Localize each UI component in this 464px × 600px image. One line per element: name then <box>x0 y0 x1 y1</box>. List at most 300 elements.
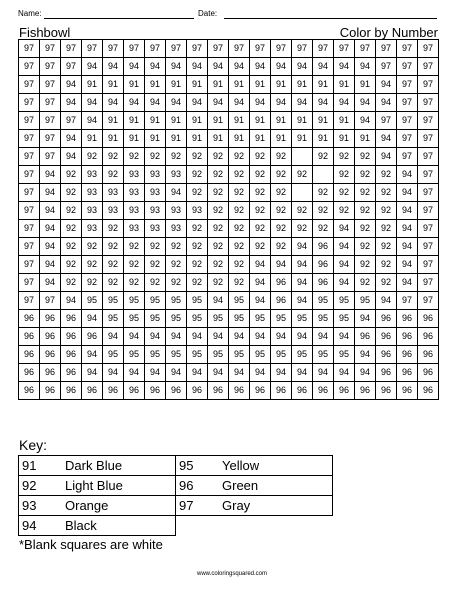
key-title: Key: <box>19 437 48 453</box>
grid-cell: 96 <box>124 382 145 400</box>
grid-cell: 92 <box>355 148 376 166</box>
grid-cell: 96 <box>397 310 418 328</box>
grid-cell: 92 <box>229 238 250 256</box>
grid-cell: 91 <box>145 76 166 94</box>
grid-cell: 97 <box>19 184 40 202</box>
key-color-name: Green <box>219 476 333 496</box>
grid-cell: 92 <box>271 220 292 238</box>
grid-row <box>19 292 439 310</box>
grid-cell: 91 <box>250 112 271 130</box>
grid-cell: 97 <box>19 202 40 220</box>
grid-cell: 93 <box>124 202 145 220</box>
grid-cell: 94 <box>82 310 103 328</box>
grid-cell: 91 <box>313 130 334 148</box>
key-number: 96 <box>176 476 220 496</box>
grid-cell: 92 <box>376 256 397 274</box>
grid-cell: 96 <box>19 310 40 328</box>
grid-cell: 96 <box>40 328 61 346</box>
grid-cell: 95 <box>292 346 313 364</box>
grid-cell: 91 <box>250 76 271 94</box>
grid-cell: 94 <box>334 238 355 256</box>
grid-cell: 92 <box>103 220 124 238</box>
grid-cell: 92 <box>334 202 355 220</box>
key-number: 95 <box>176 456 220 476</box>
grid-cell: 94 <box>313 94 334 112</box>
grid-cell: 97 <box>40 292 61 310</box>
grid-row <box>19 184 439 202</box>
grid-cell: 96 <box>82 328 103 346</box>
grid-cell: 96 <box>418 310 439 328</box>
grid-cell: 97 <box>418 112 439 130</box>
grid-cell: 94 <box>40 166 61 184</box>
grid-cell: 94 <box>250 328 271 346</box>
grid-cell: 92 <box>61 166 82 184</box>
grid-row <box>19 148 439 166</box>
grid-cell: 91 <box>229 112 250 130</box>
grid-cell: 94 <box>250 256 271 274</box>
grid-cell: 96 <box>376 346 397 364</box>
footer-url: www.coloringsquared.com <box>196 571 268 577</box>
grid-cell: 91 <box>334 130 355 148</box>
grid-cell: 95 <box>82 292 103 310</box>
grid-cell: 92 <box>376 238 397 256</box>
grid-cell: 97 <box>145 40 166 58</box>
grid-cell: 92 <box>355 256 376 274</box>
grid-cell: 92 <box>334 184 355 202</box>
grid-cell: 91 <box>334 112 355 130</box>
grid-cell: 96 <box>40 346 61 364</box>
page-subtitle: Color by Number <box>339 25 438 40</box>
grid-cell: 97 <box>40 58 61 76</box>
key-row <box>19 476 333 496</box>
grid-cell: 94 <box>271 94 292 112</box>
grid-cell: 97 <box>292 40 313 58</box>
grid-cell: 91 <box>292 76 313 94</box>
grid-row <box>19 58 439 76</box>
grid-cell: 94 <box>82 112 103 130</box>
grid-cell: 96 <box>208 382 229 400</box>
grid-cell: 97 <box>19 220 40 238</box>
grid-cell: 92 <box>250 166 271 184</box>
grid-cell: 94 <box>292 328 313 346</box>
grid-cell: 97 <box>397 76 418 94</box>
grid-cell: 96 <box>61 364 82 382</box>
grid-cell: 92 <box>250 238 271 256</box>
grid-cell: 94 <box>40 184 61 202</box>
grid-cell: 95 <box>229 346 250 364</box>
grid-cell: 92 <box>229 256 250 274</box>
key-empty <box>176 516 220 536</box>
grid-cell: 93 <box>145 166 166 184</box>
grid-cell: 92 <box>250 202 271 220</box>
grid-cell: 94 <box>397 256 418 274</box>
grid-cell: 92 <box>376 274 397 292</box>
grid-cell: 96 <box>418 346 439 364</box>
grid-cell: 94 <box>250 94 271 112</box>
grid-cell: 97 <box>271 40 292 58</box>
grid-cell: 94 <box>271 364 292 382</box>
grid-cell: 91 <box>124 112 145 130</box>
grid-cell: 96 <box>229 382 250 400</box>
grid-cell: 96 <box>82 382 103 400</box>
grid-cell: 97 <box>166 40 187 58</box>
grid-cell: 95 <box>313 310 334 328</box>
grid-cell: 94 <box>124 58 145 76</box>
grid-cell: 92 <box>376 184 397 202</box>
grid-cell: 94 <box>40 256 61 274</box>
grid-cell: 96 <box>397 328 418 346</box>
grid-cell: 94 <box>250 292 271 310</box>
grid-cell: 91 <box>208 112 229 130</box>
grid-cell: 97 <box>355 40 376 58</box>
grid-cell: 95 <box>250 346 271 364</box>
grid-cell: 95 <box>250 310 271 328</box>
grid-cell <box>292 148 313 166</box>
grid-row <box>19 328 439 346</box>
grid-cell: 91 <box>187 76 208 94</box>
grid-cell: 97 <box>19 112 40 130</box>
grid-cell: 92 <box>229 166 250 184</box>
name-label: Name: <box>18 9 42 18</box>
grid-cell: 94 <box>250 364 271 382</box>
grid-cell: 92 <box>355 184 376 202</box>
grid-cell: 91 <box>271 76 292 94</box>
grid-cell: 92 <box>376 166 397 184</box>
grid-cell: 97 <box>418 166 439 184</box>
grid-cell: 92 <box>292 220 313 238</box>
grid-cell: 97 <box>19 256 40 274</box>
grid-cell: 94 <box>166 94 187 112</box>
grid-cell: 95 <box>103 346 124 364</box>
grid-cell: 95 <box>103 310 124 328</box>
grid-cell: 95 <box>145 346 166 364</box>
grid-cell: 96 <box>313 256 334 274</box>
grid-cell: 92 <box>208 256 229 274</box>
grid-cell: 94 <box>145 94 166 112</box>
grid-cell: 92 <box>61 238 82 256</box>
grid-cell: 96 <box>313 382 334 400</box>
grid-cell: 96 <box>187 382 208 400</box>
grid-cell: 92 <box>292 166 313 184</box>
key-color-name: Dark Blue <box>62 456 176 476</box>
grid-cell: 92 <box>229 220 250 238</box>
grid-cell: 94 <box>355 364 376 382</box>
grid-cell: 96 <box>418 328 439 346</box>
grid-cell: 94 <box>103 328 124 346</box>
grid-cell: 97 <box>397 112 418 130</box>
grid-cell: 97 <box>334 40 355 58</box>
grid-cell: 94 <box>355 58 376 76</box>
grid-cell: 91 <box>271 112 292 130</box>
grid-cell: 97 <box>82 40 103 58</box>
grid-cell: 91 <box>250 130 271 148</box>
grid-cell: 96 <box>145 382 166 400</box>
grid-cell: 94 <box>103 58 124 76</box>
grid-cell: 92 <box>376 202 397 220</box>
grid-cell: 94 <box>334 274 355 292</box>
grid-cell: 92 <box>208 184 229 202</box>
grid-cell: 97 <box>418 76 439 94</box>
grid-cell: 94 <box>166 364 187 382</box>
grid-cell: 94 <box>145 58 166 76</box>
grid-cell: 95 <box>208 346 229 364</box>
grid-cell: 92 <box>166 238 187 256</box>
grid-cell: 96 <box>334 382 355 400</box>
grid-cell: 95 <box>271 310 292 328</box>
key-color-name: Gray <box>219 496 333 516</box>
grid-cell: 91 <box>166 130 187 148</box>
grid-cell: 94 <box>187 58 208 76</box>
grid-row <box>19 382 439 400</box>
grid-cell: 92 <box>250 220 271 238</box>
grid-cell: 94 <box>229 58 250 76</box>
grid-cell: 92 <box>334 166 355 184</box>
grid-cell: 92 <box>208 148 229 166</box>
grid-cell: 96 <box>40 310 61 328</box>
grid-cell: 95 <box>187 346 208 364</box>
grid-cell: 92 <box>229 274 250 292</box>
grid-cell: 93 <box>166 166 187 184</box>
grid-cell: 92 <box>166 256 187 274</box>
grid-cell: 94 <box>313 328 334 346</box>
grid-row <box>19 310 439 328</box>
grid-cell: 93 <box>82 166 103 184</box>
grid-cell: 94 <box>145 328 166 346</box>
grid-cell: 97 <box>19 40 40 58</box>
grid-cell: 91 <box>124 130 145 148</box>
grid-cell: 97 <box>208 40 229 58</box>
grid-cell: 97 <box>61 40 82 58</box>
grid-cell: 94 <box>334 220 355 238</box>
grid-cell: 95 <box>313 346 334 364</box>
grid-cell: 93 <box>124 220 145 238</box>
grid-cell: 96 <box>397 364 418 382</box>
grid-cell: 96 <box>19 328 40 346</box>
grid-cell: 96 <box>40 364 61 382</box>
grid-cell: 93 <box>145 184 166 202</box>
grid-cell: 96 <box>271 382 292 400</box>
grid-cell: 94 <box>208 292 229 310</box>
grid-cell: 91 <box>103 130 124 148</box>
key-number: 92 <box>19 476 63 496</box>
grid-cell: 94 <box>397 202 418 220</box>
grid-cell: 94 <box>313 364 334 382</box>
grid-cell: 91 <box>334 76 355 94</box>
grid-cell: 92 <box>208 274 229 292</box>
grid-cell: 96 <box>376 382 397 400</box>
grid-cell: 95 <box>334 292 355 310</box>
grid-cell: 97 <box>19 130 40 148</box>
key-number: 91 <box>19 456 63 476</box>
grid-cell: 97 <box>418 256 439 274</box>
grid-cell: 94 <box>124 94 145 112</box>
grid-cell: 94 <box>313 58 334 76</box>
grid-cell: 92 <box>166 274 187 292</box>
grid-row <box>19 202 439 220</box>
grid-cell: 95 <box>313 292 334 310</box>
grid-cell: 94 <box>250 58 271 76</box>
grid-cell: 94 <box>40 220 61 238</box>
key-row <box>19 456 333 476</box>
grid-cell: 91 <box>124 76 145 94</box>
grid-cell: 97 <box>19 58 40 76</box>
grid-cell: 94 <box>334 58 355 76</box>
name-date-line <box>18 9 218 18</box>
grid-cell: 94 <box>292 292 313 310</box>
grid-cell: 94 <box>103 364 124 382</box>
grid-cell: 94 <box>61 130 82 148</box>
grid-cell: 97 <box>418 94 439 112</box>
grid-cell: 97 <box>397 130 418 148</box>
grid-cell: 94 <box>397 184 418 202</box>
grid-cell: 91 <box>82 76 103 94</box>
date-line <box>224 18 437 19</box>
key-empty <box>219 516 333 536</box>
grid-cell: 91 <box>271 130 292 148</box>
grid-cell: 97 <box>19 274 40 292</box>
grid-cell: 92 <box>61 256 82 274</box>
grid-cell: 95 <box>145 292 166 310</box>
grid-cell: 97 <box>40 112 61 130</box>
grid-cell: 97 <box>376 112 397 130</box>
grid-cell: 97 <box>418 292 439 310</box>
grid-cell: 96 <box>313 274 334 292</box>
grid-cell: 92 <box>271 238 292 256</box>
blank-squares-note: *Blank squares are white <box>19 537 163 552</box>
grid-cell: 92 <box>271 202 292 220</box>
grid-cell: 97 <box>40 76 61 94</box>
grid-cell: 94 <box>166 328 187 346</box>
grid-cell: 92 <box>82 274 103 292</box>
grid-cell: 95 <box>229 292 250 310</box>
grid-cell: 97 <box>19 94 40 112</box>
grid-cell: 94 <box>334 94 355 112</box>
grid-cell: 92 <box>208 220 229 238</box>
grid-cell: 94 <box>61 94 82 112</box>
grid-cell: 94 <box>166 184 187 202</box>
grid-cell: 94 <box>40 238 61 256</box>
grid-cell: 94 <box>208 94 229 112</box>
grid-cell: 92 <box>355 202 376 220</box>
grid-cell: 96 <box>376 364 397 382</box>
grid-cell: 91 <box>229 76 250 94</box>
grid-cell: 96 <box>376 328 397 346</box>
grid-cell: 92 <box>187 148 208 166</box>
grid-cell: 97 <box>19 166 40 184</box>
grid-cell: 92 <box>103 166 124 184</box>
grid-cell: 92 <box>82 256 103 274</box>
grid-cell: 91 <box>103 112 124 130</box>
grid-cell: 95 <box>124 346 145 364</box>
grid-row <box>19 130 439 148</box>
grid-cell: 97 <box>418 274 439 292</box>
grid-cell: 94 <box>229 328 250 346</box>
grid-cell: 92 <box>103 274 124 292</box>
grid-cell: 92 <box>61 184 82 202</box>
grid-cell: 97 <box>418 148 439 166</box>
grid-cell: 94 <box>82 364 103 382</box>
grid-cell: 91 <box>355 130 376 148</box>
grid-row <box>19 94 439 112</box>
grid-cell: 94 <box>376 148 397 166</box>
grid-cell: 96 <box>292 382 313 400</box>
grid-cell: 91 <box>166 76 187 94</box>
grid-cell: 92 <box>208 202 229 220</box>
grid-cell: 96 <box>103 382 124 400</box>
grid-cell: 93 <box>103 184 124 202</box>
grid-row <box>19 274 439 292</box>
grid-cell: 94 <box>40 274 61 292</box>
grid-cell: 91 <box>103 76 124 94</box>
key-number: 97 <box>176 496 220 516</box>
grid-cell: 92 <box>145 256 166 274</box>
grid-cell: 92 <box>313 202 334 220</box>
grid-cell: 94 <box>250 274 271 292</box>
grid-cell: 97 <box>40 148 61 166</box>
grid-cell: 91 <box>313 112 334 130</box>
grid-cell: 94 <box>124 364 145 382</box>
grid-cell: 92 <box>208 238 229 256</box>
grid-cell: 91 <box>208 76 229 94</box>
grid-cell: 94 <box>103 94 124 112</box>
grid-cell: 95 <box>166 346 187 364</box>
color-key <box>18 455 333 536</box>
grid-cell: 95 <box>187 310 208 328</box>
grid-row <box>19 76 439 94</box>
grid-cell: 92 <box>103 148 124 166</box>
grid-cell: 96 <box>40 382 61 400</box>
grid-cell: 97 <box>19 238 40 256</box>
grid-cell: 94 <box>292 256 313 274</box>
grid-cell: 92 <box>103 238 124 256</box>
grid-cell: 92 <box>271 184 292 202</box>
grid-cell: 97 <box>418 58 439 76</box>
key-color-name: Light Blue <box>62 476 176 496</box>
grid-row <box>19 166 439 184</box>
grid-cell: 94 <box>208 58 229 76</box>
grid-cell: 92 <box>229 184 250 202</box>
grid-cell: 97 <box>418 184 439 202</box>
grid-cell: 94 <box>229 364 250 382</box>
grid-cell: 97 <box>61 112 82 130</box>
grid-cell: 97 <box>19 76 40 94</box>
grid-cell: 94 <box>229 94 250 112</box>
grid-cell: 94 <box>334 256 355 274</box>
grid-cell: 94 <box>208 364 229 382</box>
grid-cell: 95 <box>166 292 187 310</box>
grid-cell: 95 <box>187 292 208 310</box>
grid-cell: 91 <box>208 130 229 148</box>
grid-cell: 91 <box>82 130 103 148</box>
grid-cell: 94 <box>124 328 145 346</box>
grid-cell: 97 <box>397 148 418 166</box>
grid-cell: 93 <box>166 220 187 238</box>
grid-cell: 92 <box>355 238 376 256</box>
grid-cell: 92 <box>103 256 124 274</box>
grid-cell: 93 <box>145 220 166 238</box>
grid-cell <box>292 184 313 202</box>
grid-row <box>19 112 439 130</box>
grid-cell: 92 <box>145 274 166 292</box>
grid-cell: 94 <box>61 76 82 94</box>
grid-cell: 91 <box>145 130 166 148</box>
grid-cell: 93 <box>103 202 124 220</box>
grid-cell: 92 <box>355 166 376 184</box>
grid-cell: 92 <box>187 184 208 202</box>
grid-cell: 97 <box>19 148 40 166</box>
grid-cell: 96 <box>376 310 397 328</box>
grid-cell: 94 <box>376 130 397 148</box>
